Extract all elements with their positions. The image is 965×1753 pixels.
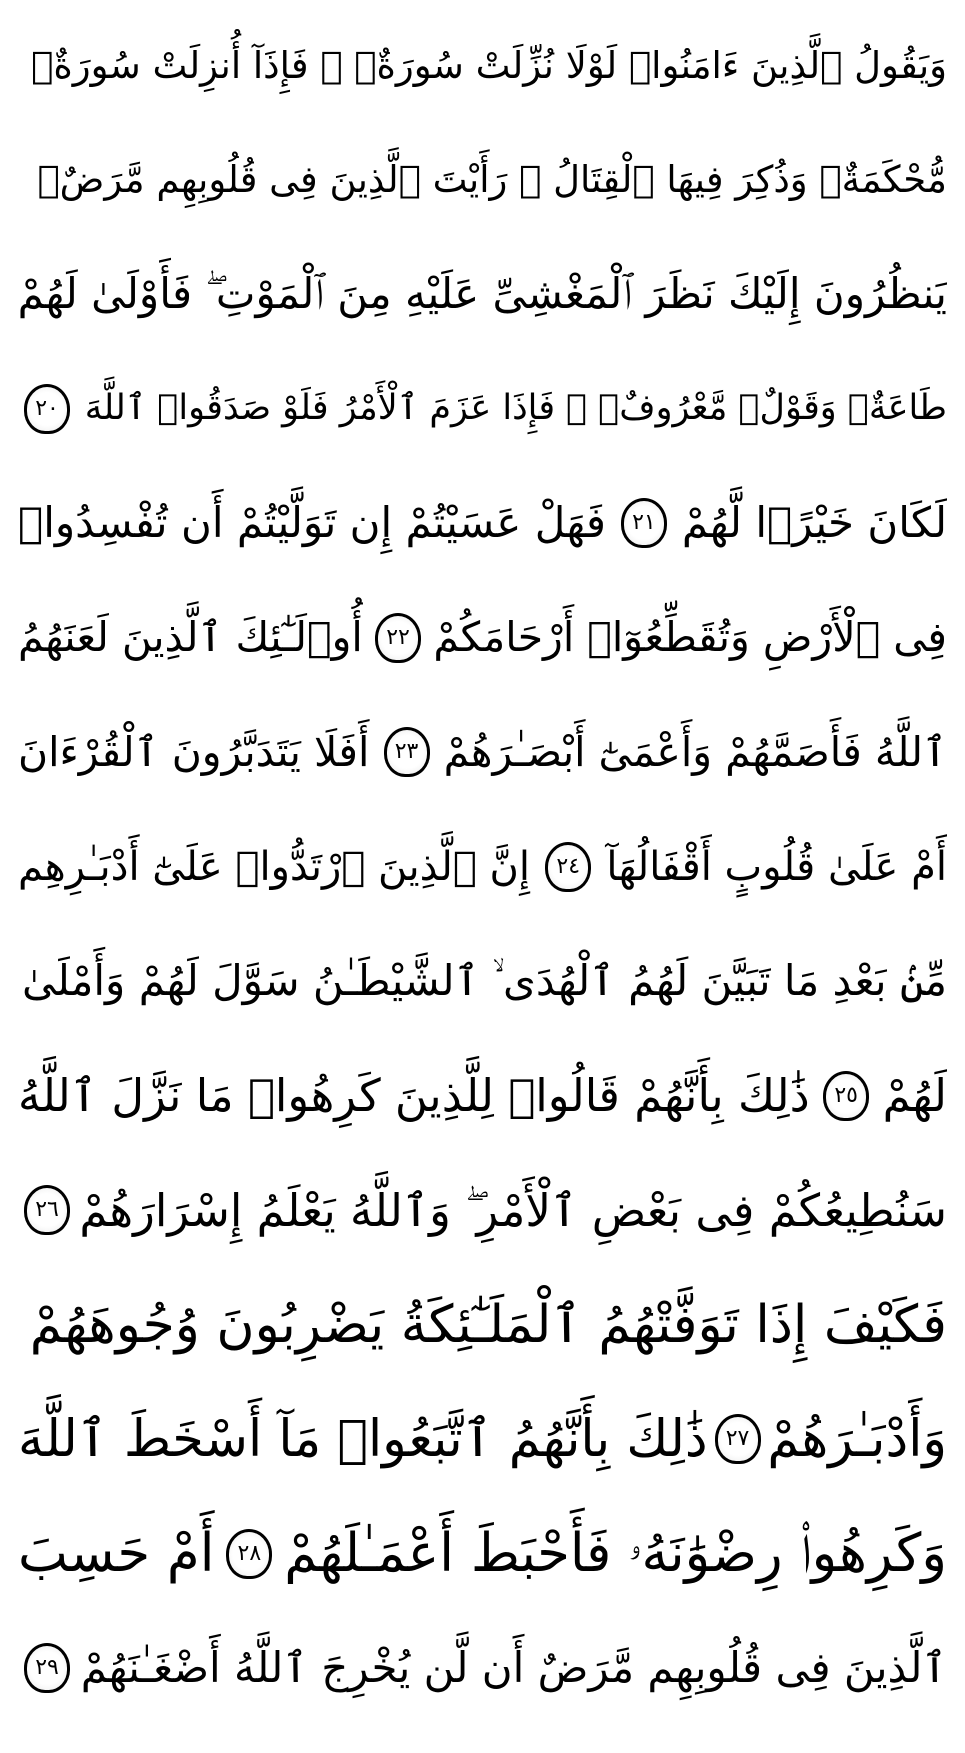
verse-text: طَاعَةٌۭ وَقَوْلٌۭ مَّعْرُوفٌۭ ۚ فَإِذَا عَزَمَ ٱلْأَمْرُ فَلَوْ صَدَقُوا۟ ٱللَّهَ xyxy=(84,388,947,429)
verse-line-5 xyxy=(18,466,947,581)
verse-text: وَكَرِهُوا۟ رِضْوَٰنَهُۥ فَأَحْبَطَ أَعْمَـٰلَهُمْ xyxy=(284,1523,947,1585)
verse-text: سَنُطِيعُكُمْ فِى بَعْضِ ٱلْأَمْرِ ۖ وَٱللَّهُ يَعْلَمُ إِسْرَارَهُمْ xyxy=(79,1183,947,1237)
verse-text: مِّنۢ بَعْدِ مَا تَبَيَّنَ لَهُمُ ٱلْهُدَى ۙ ٱلشَّيْطَـٰنُ سَوَّلَ لَهُمْ وَأَمْلَىٰ xyxy=(21,956,947,1006)
verse-text: ٱلَّذِينَ فِى قُلُوبِهِم مَّرَضٌ أَن لَّن يُخْرِجَ ٱللَّهُ أَضْغَـٰنَهُمْ xyxy=(80,1643,947,1693)
ayah-number: ٢٢ xyxy=(386,624,410,650)
verse-line-11 xyxy=(18,1153,947,1268)
ayah-number: ٢٠ xyxy=(35,395,59,421)
verse-line-4 xyxy=(18,352,947,467)
ayah-end-marker-icon xyxy=(621,498,667,548)
verse-line-2 xyxy=(18,123,947,238)
verse-text: وَأَدْبَـٰرَهُمْ xyxy=(767,1409,947,1469)
verse-text: أَمْ عَلَىٰ قُلُوبٍ أَقْفَالُهَآ xyxy=(606,843,947,890)
ayah-number: ٢٥ xyxy=(834,1082,858,1108)
ayah-number: ٢٩ xyxy=(35,1655,59,1681)
verse-line-3 xyxy=(18,237,947,352)
verse-text: لَهُمْ xyxy=(882,1069,947,1123)
verse-line-7 xyxy=(18,695,947,810)
verse-line-6 xyxy=(18,581,947,696)
verse-line-1 xyxy=(18,8,947,123)
verse-line-9 xyxy=(18,924,947,1039)
ayah-number: ٢٣ xyxy=(394,739,419,765)
ayah-end-marker-icon xyxy=(24,384,70,434)
verse-text: يَنظُرُونَ إِلَيْكَ نَظَرَ ٱلْمَغْشِىِّ عَلَيْهِ مِنَ ٱلْمَوْتِ ۖ فَأَوْلَىٰ لَهُمْ xyxy=(18,269,947,319)
verse-text: لَكَانَ خَيْرًۭا لَّهُمْ xyxy=(681,498,947,548)
ayah-end-marker-icon xyxy=(545,842,591,892)
verse-line-13 xyxy=(18,1382,947,1497)
ayah-end-marker-icon xyxy=(24,1185,70,1235)
verse-text: وَيَقُولُ ٱلَّذِينَ ءَامَنُوا۟ لَوْلَا نُزِّلَتْ سُورَةٌۭ ۖ فَإِذَآ أُنزِلَتْ سُورَةٌۭ xyxy=(31,43,947,87)
verse-text: فَكَيْفَ إِذَا تَوَفَّتْهُمُ ٱلْمَلَـٰٓئِكَةُ يَضْرِبُونَ وُجُوهَهُمْ xyxy=(29,1294,947,1355)
verse-text: فِى ٱلْأَرْضِ وَتُقَطِّعُوٓا۟ أَرْحَامَكُمْ xyxy=(433,613,947,662)
verse-text: ذَٰلِكَ بِأَنَّهُمُ ٱتَّبَعُوا۟ مَآ أَسْخَطَ ٱللَّهَ xyxy=(18,1409,708,1469)
verse-text: إِنَّ ٱلَّذِينَ ٱرْتَدُّوا۟ عَلَىٰٓ أَدْبَـٰرِهِم xyxy=(18,843,531,890)
ayah-number: ٢١ xyxy=(632,510,656,536)
verse-text: ٱللَّهُ فَأَصَمَّهُمْ وَأَعْمَىٰٓ أَبْصَـٰرَهُمْ xyxy=(443,727,947,776)
ayah-end-marker-icon xyxy=(226,1529,272,1579)
verse-text: أَفَلَا يَتَدَبَّرُونَ ٱلْقُرْءَانَ xyxy=(18,727,370,776)
verse-line-12 xyxy=(18,1268,947,1383)
verse-line-10 xyxy=(18,1039,947,1154)
ayah-end-marker-icon xyxy=(384,727,430,777)
verse-line-8 xyxy=(18,810,947,925)
ayah-number: ٢٨ xyxy=(237,1540,262,1566)
verse-text: ذَٰلِكَ بِأَنَّهُمْ قَالُوا۟ لِلَّذِينَ كَرِهُوا۟ مَا نَزَّلَ ٱللَّهُ xyxy=(18,1069,810,1123)
ayah-number: ٢٦ xyxy=(35,1197,59,1223)
ayah-end-marker-icon xyxy=(24,1643,70,1693)
ayah-number: ٢٤ xyxy=(556,853,581,879)
ayah-end-marker-icon xyxy=(715,1414,761,1464)
verse-text: مُّحْكَمَةٌۭ وَذُكِرَ فِيهَا ٱلْقِتَالُ ۙ رَأَيْتَ ٱلَّذِينَ فِى قُلُوبِهِم مَّرَضٌۭ xyxy=(37,158,947,202)
verse-text: أُو۟لَـٰٓئِكَ ٱلَّذِينَ لَعَنَهُمُ xyxy=(18,613,363,662)
ayah-number: ٢٧ xyxy=(725,1426,750,1452)
verse-line-14 xyxy=(18,1497,947,1612)
verse-text: فَهَلْ عَسَيْتُمْ إِن تَوَلَّيْتُمْ أَن تُفْسِدُوا۟ xyxy=(18,498,606,548)
verse-line-15 xyxy=(18,1611,947,1726)
ayah-end-marker-icon xyxy=(375,613,421,663)
verse-text: أَمْ حَسِبَ xyxy=(18,1523,215,1585)
ayah-end-marker-icon xyxy=(823,1071,869,1121)
